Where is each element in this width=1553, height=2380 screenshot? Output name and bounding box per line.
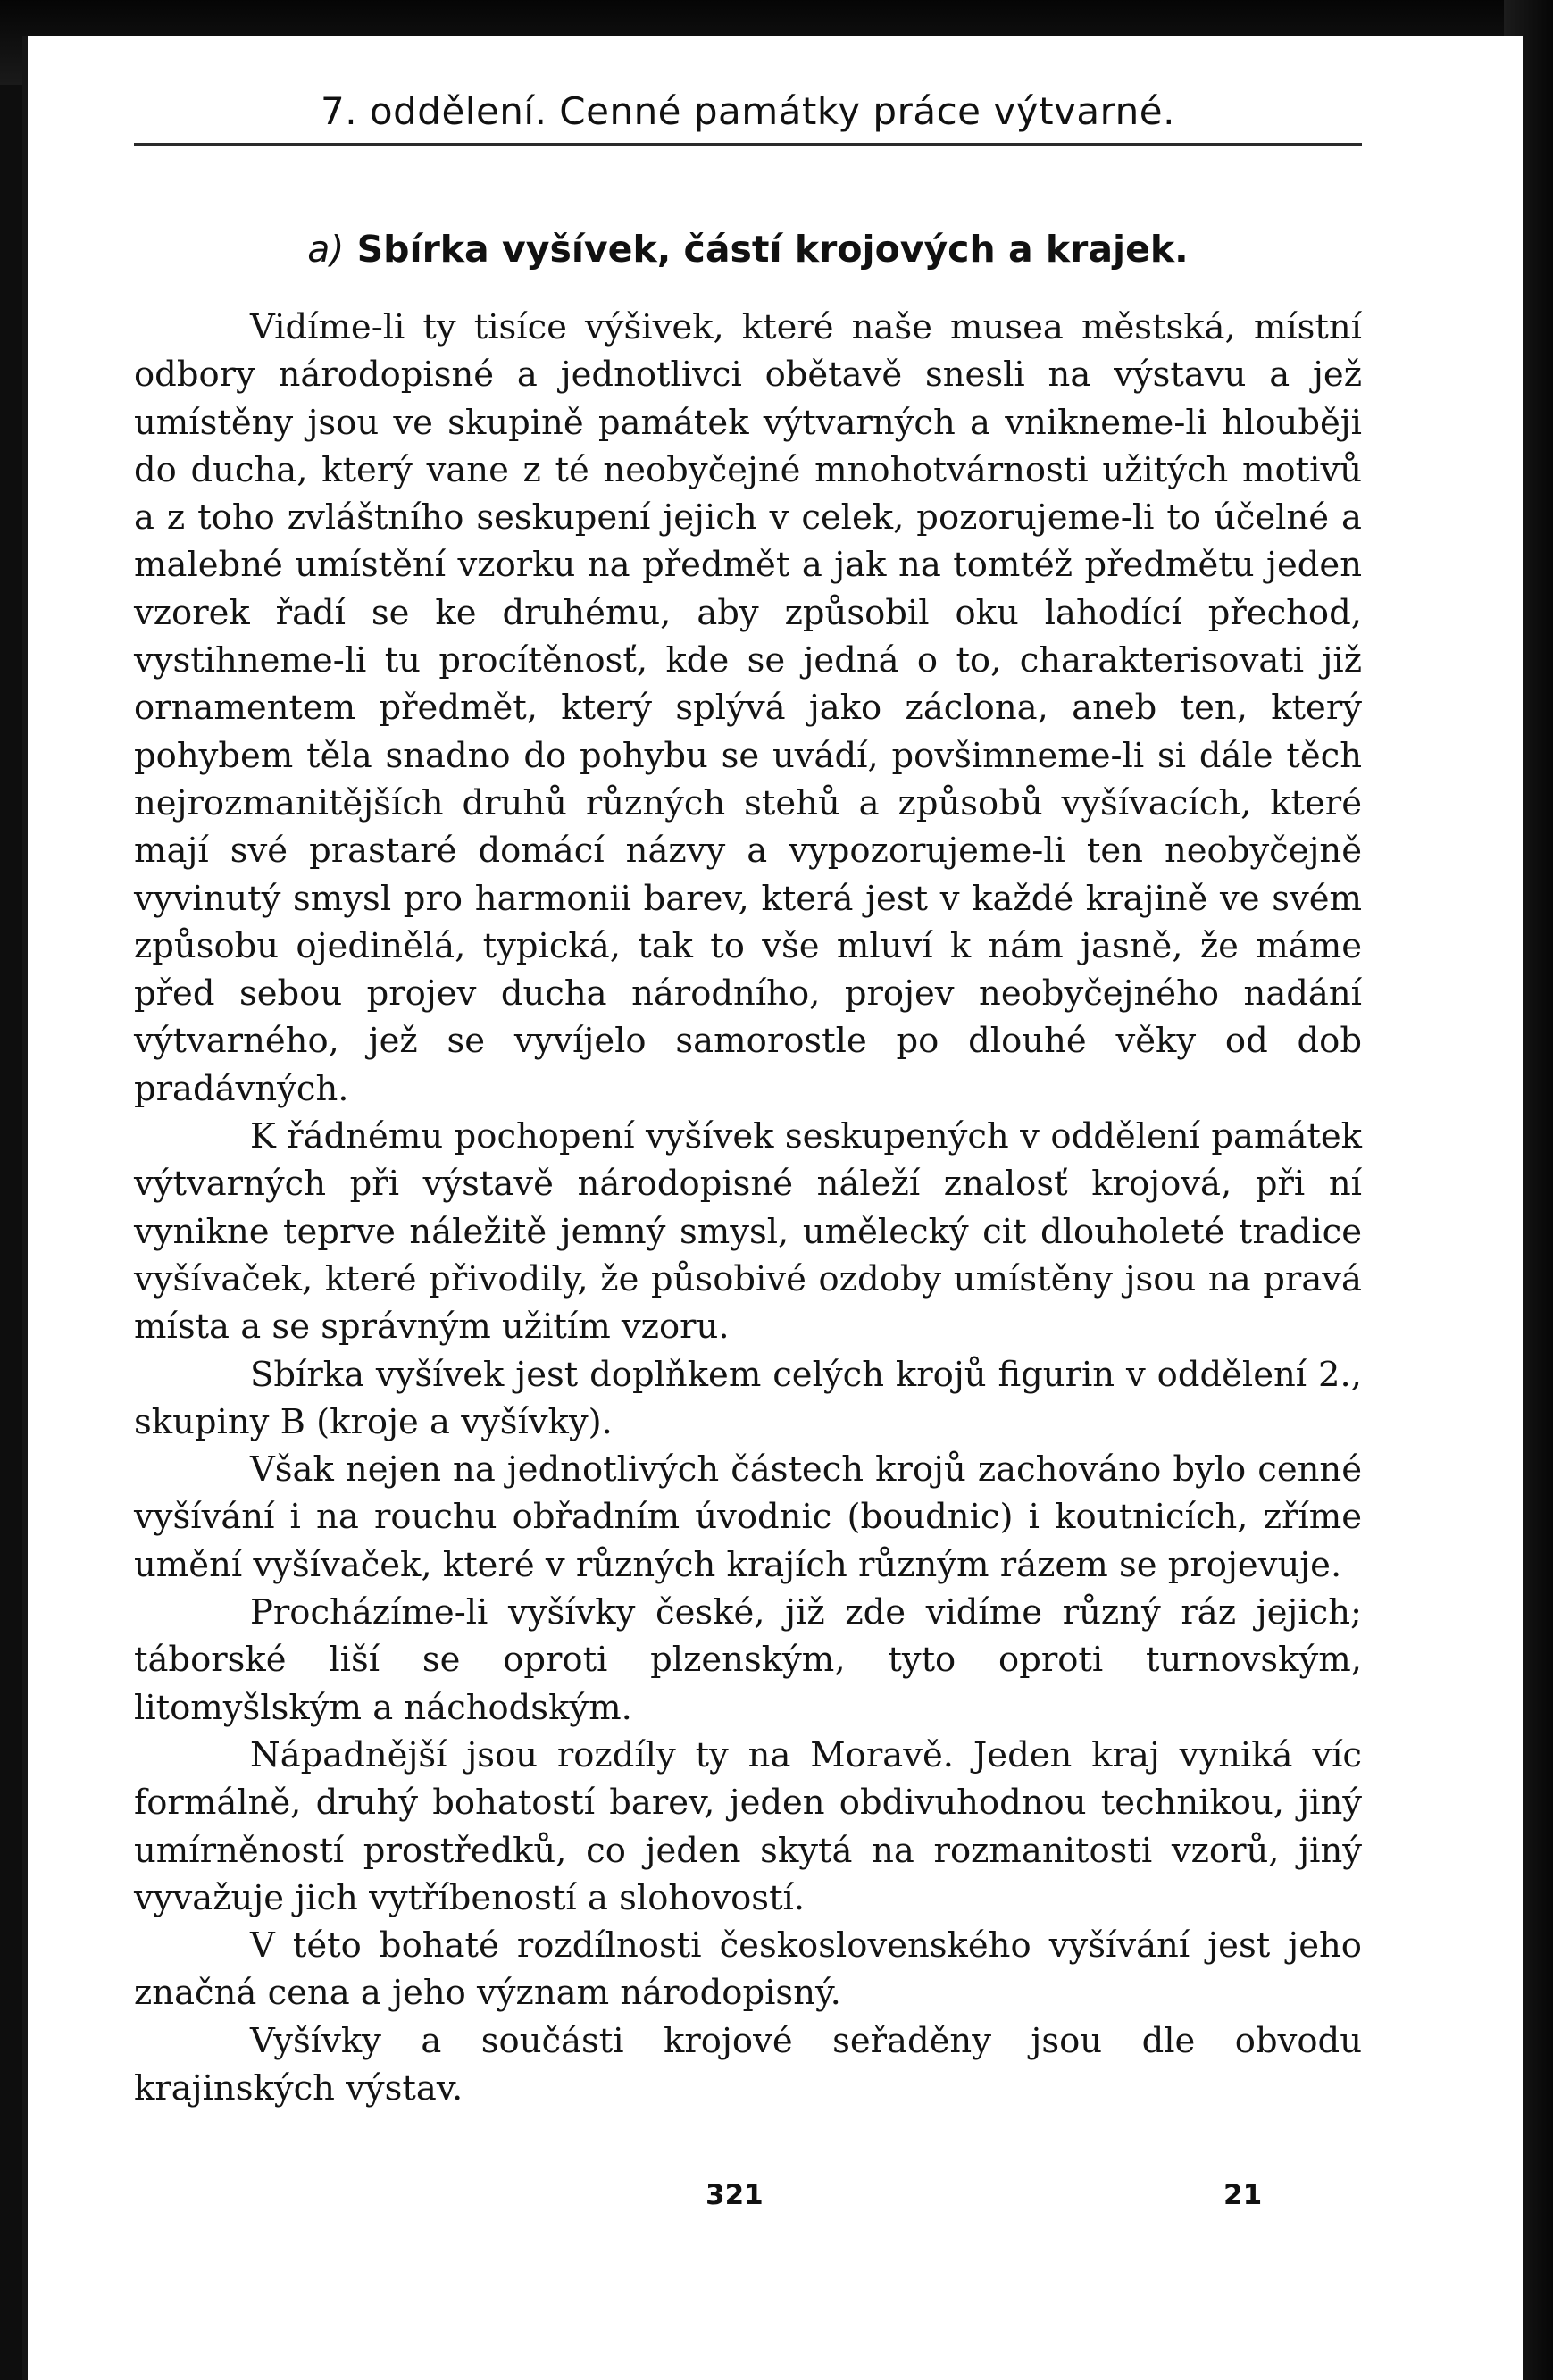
paragraph: Sbírka vyšívek jest doplňkem celých krojů figurin v oddělení 2., skupiny B (kroje a vyšívky).	[134, 1354, 1362, 1442]
section-letter: a)	[307, 228, 345, 271]
paragraph: Však nejen na jednotlivých částech krojů zachováno bylo cenné vyšívání i na rouchu obřadním úvodnic (boudnic) i koutnicích, zříme umění vyšívaček, které v různých krajích různým rázem se projevuje.	[134, 1449, 1362, 1585]
paragraph: Vyšívky a součásti krojové seřaděny jsou dle obvodu krajinských výstav.	[134, 2020, 1362, 2109]
paragraph: V této bohaté rozdílnosti československého vyšívání jest jeho značná cena a jeho význam národopisný.	[134, 1925, 1362, 2014]
running-head: 7. oddělení. Cenné památky práce výtvarné.	[321, 89, 1175, 133]
section-heading	[134, 228, 1362, 271]
body-text	[134, 304, 1362, 2112]
section-title: Sbírka vyšívek, částí krojových a krajek.	[356, 228, 1189, 271]
paragraph: K řádnému pochopení vyšívek seskupených v oddělení památek výtvarných při výstavě národopisné náleží znalosť krojová, při ní vynikne teprve náležitě jemný smysl, umělecký cit dlouholeté tradice vyšívaček, které přivodily, že působivé ozdoby umístěny jsou na pravá místa a se správným užitím vzoru.	[134, 1116, 1362, 1348]
header-rule	[134, 143, 1362, 146]
signature-mark: 21	[1223, 2179, 1263, 2211]
paragraph: Nápadnější jsou rozdíly ty na Moravě. Jeden kraj vyniká víc formálně, druhý bohatostí barev, jeden obdivuhodnou technikou, jiný umírněností prostředků, co jeden skytá na rozmanitosti vzorů, jiný vyvažuje jich vytříbeností a slohovostí.	[134, 1734, 1362, 1918]
paragraph: Procházíme-li vyšívky české, již zde vidíme různý ráz jejich; táborské liší se oproti plzenským, tyto oproti turnovským, litomyšlským a náchodským.	[134, 1592, 1362, 1728]
page-number: 321	[706, 2179, 764, 2211]
paragraph: Vidíme-li ty tisíce výšivek, které naše musea městská, místní odbory národopisné a jednotlivci obětavě snesli na výstavu a jež umístěny jsou ve skupině památek výtvarných a vnikneme-li hlouběji do ducha, který vane z té neobyčejné mnohotvárnosti užitých motivů a z toho zvláštního seskupení jejich v celek, pozorujeme-li to účelné a malebné umístění vzorku na předmět a jak na tomtéž předmětu jeden vzorek řadí se ke druhému, aby způsobil oku lahodící přechod, vystihneme-li tu procítěnosť, kde se jedná o to, charakterisovati již ornamentem předmět, který splývá jako záclona, aneb ten, který pohybem těla snadno do pohybu se uvádí, povšimneme-li si dále těch nejrozmanitějších druhů různých stehů a způsobů vyšívacích, které mají své prastaré domácí názvy a vypozorujeme-li ten neobyčejně vyvinutý smysl pro harmonii barev, která jest v každé krajině ve svém způsobu ojedinělá, typická, tak to vše mluví k nám jasně, že máme před sebou projev ducha národního, projev neobyčejného nadání výtvarného, jež se vyvíjelo samorostle po dlouhé věky od dob pradávných.	[134, 307, 1362, 1109]
